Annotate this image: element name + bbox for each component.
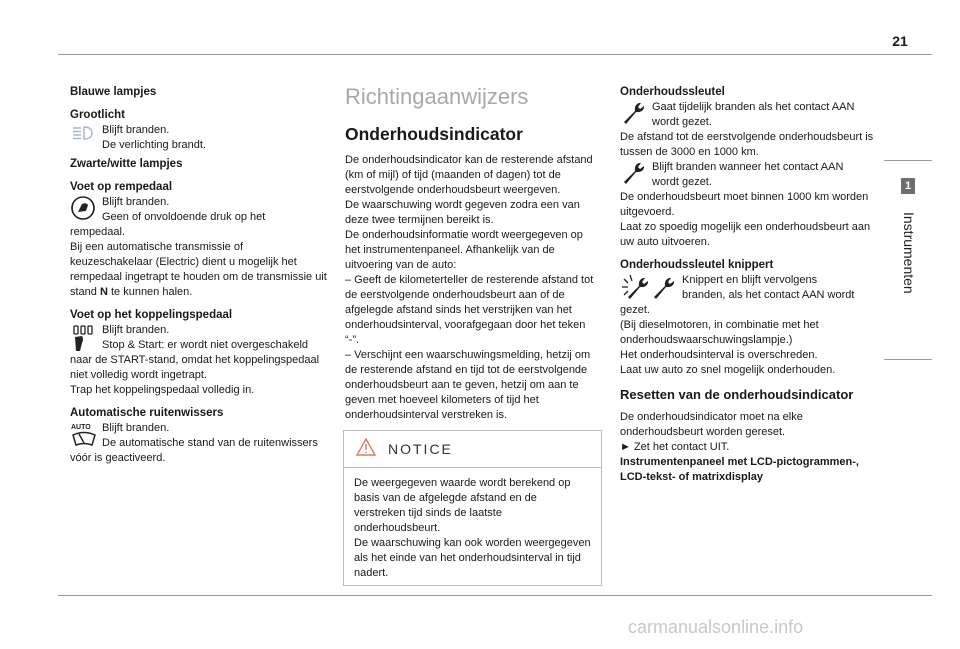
foot-clutch-heading: Voet op het koppelingspedaal <box>70 309 233 321</box>
high-beam-heading: Grootlicht <box>70 109 125 121</box>
notice-box <box>343 430 602 586</box>
notice-header <box>344 431 601 468</box>
chapter-number: 1 <box>904 180 912 192</box>
warning-triangle-icon <box>356 438 376 461</box>
section-title: Richtingaanwijzers <box>345 84 529 109</box>
auto-wipers-line-1: Blijft branden. <box>102 422 170 434</box>
foot-brake-entry <box>70 195 328 225</box>
auto-wipers-line-2: De automatische stand van de ruitenwissers <box>102 437 318 449</box>
black-white-lamps-heading: Zwarte/witte lampjes <box>70 158 183 170</box>
notice-body <box>344 468 601 589</box>
chapter-tab <box>884 160 932 360</box>
high-beam-entry <box>70 123 328 153</box>
service-key-a-continued: De afstand tot de eerstvolgende onderhoudsbeurt is tussen de 3000 en 1000 km. <box>620 131 874 158</box>
display-type-heading: Instrumentenpaneel met LCD-pictogrammen-, LCD-tekst- of matrixdisplay <box>620 456 859 483</box>
foot-clutch-line-1: Blijft branden. <box>102 324 170 336</box>
foot-brake-heading: Voet op rempedaal <box>70 181 173 193</box>
chapter-tab-top-line <box>884 160 932 161</box>
flashing-key-entry <box>620 273 874 303</box>
notice-paragraph: De waarschuwing kan ook worden weergegeven als het einde van het onderhoudsinterval in tijd nadert. <box>354 537 591 579</box>
blue-lamps-heading: Blauwe lampjes <box>70 86 157 98</box>
foot-clutch-entry <box>70 323 328 353</box>
foot-brake-line-1: Blijft branden. <box>102 196 170 208</box>
reset-step: ► Zet het contact UIT. <box>620 441 730 453</box>
notice-label: NOTICE <box>388 441 453 457</box>
service-key-a-line-2: wordt gezet. <box>652 116 712 128</box>
chapter-tab-bottom-line <box>884 359 932 360</box>
column-left <box>70 85 328 466</box>
flashing-key-text: Het onderhoudsinterval is overschreden. <box>620 349 818 361</box>
flashing-wrench-icon <box>620 273 682 303</box>
foot-brake-continued: rempedaal. <box>70 226 126 238</box>
wrench-icon <box>620 160 652 190</box>
column-middle <box>345 85 601 423</box>
foot-brake-extra-end: te kunnen halen. <box>107 286 193 298</box>
column-right <box>620 85 874 485</box>
flashing-key-note: (Bij dieselmotoren, in combinatie met het onderhoudswaarschuwingslampje.) <box>620 319 819 346</box>
service-key-heading: Onderhoudssleutel <box>620 86 725 98</box>
foot-brake-extra-text: Bij een automatische transmissie of keuzeschakelaar (Electric) dient u mogelijk het rempedaal ingetrapt te houden om de transmissie uit stand <box>70 241 327 298</box>
reset-paragraph: De onderhoudsindicator moet na elke onderhoudsbeurt worden gereset. <box>620 411 803 438</box>
foot-clutch-line-2: Stop & Start: er wordt niet overgeschakeld <box>102 339 309 351</box>
foot-clutch-extra: Trap het koppelingspedaal volledig in. <box>70 384 255 396</box>
foot-on-clutch-icon <box>70 323 102 353</box>
high-beam-icon <box>70 123 102 153</box>
flashing-key-text: Laat uw auto zo snel mogelijk onderhouden. <box>620 364 836 376</box>
chapter-label: Instrumenten <box>901 212 917 294</box>
foot-brake-extra <box>70 240 328 300</box>
auto-wipers-heading: Automatische ruitenwissers <box>70 407 224 419</box>
service-key-a-line-1: Gaat tijdelijk branden als het contact AAN <box>652 101 855 113</box>
paragraph: De onderhoudsinformatie wordt weergegeven op het instrumentenpaneel. Afhankelijk van de uitvoering van de auto: <box>345 229 583 271</box>
foot-on-brake-icon <box>70 195 102 225</box>
service-key-b-continued: De onderhoudsbeurt moet binnen 1000 km worden uitgevoerd. <box>620 191 869 218</box>
auto-wipers-continued: vóór is geactiveerd. <box>70 452 166 464</box>
flashing-key-continued: gezet. <box>620 304 650 316</box>
list-item: – Verschijnt een waarschuwingsmelding, hetzij om de resterende afstand en tijd tot de eerstvolgende onderhoudsbeurt aan te geven, hetzij om aan te geven met hoeveel kilometers of tijd het onderhoudsinterval verstreken is. <box>345 349 591 421</box>
wrench-icon <box>620 100 652 130</box>
maintenance-indicator-title: Onderhoudsindicator <box>345 124 523 144</box>
auto-wipers-entry <box>70 421 328 451</box>
notice-paragraph: De weergegeven waarde wordt berekend op basis van de afgelegde afstand en de verstreken tijd sinds de laatste onderhoudsbeurt. <box>354 477 571 534</box>
service-key-b-extra: Laat zo spoedig mogelijk een onderhoudsbeurt aan uw auto uitvoeren. <box>620 221 871 248</box>
foot-brake-line-2: Geen of onvoldoende druk op het <box>102 211 266 223</box>
foot-clutch-continued: naar de START-stand, omdat het koppelingspedaal niet volledig wordt ingetrapt. <box>70 354 320 381</box>
paragraph: De onderhoudsindicator kan de resterende afstand (km of mijl) of tijd (maanden of dagen) tot de eerstvolgende onderhoudsbeurt weergeven. <box>345 154 593 196</box>
list-item: – Geeft de kilometerteller de resterende afstand tot de eerstvolgende onderhoudsbeurt aan of de afgelegde afstand sinds het verstrijken van het onderhoudsinterval, voorafgegaan door het teken “-”. <box>345 274 594 346</box>
flashing-key-line-2: branden, als het contact AAN wordt <box>682 289 855 301</box>
reset-indicator-title: Resetten van de onderhoudsindicator <box>620 387 854 402</box>
page-number: 21 <box>892 33 908 49</box>
top-divider <box>58 54 932 55</box>
auto-wiper-icon <box>70 421 102 451</box>
service-key-b-line-2: wordt gezet. <box>652 176 712 188</box>
flashing-key-line-1: Knippert en blijft vervolgens <box>682 274 818 286</box>
flashing-key-heading: Onderhoudssleutel knippert <box>620 259 774 271</box>
auto-wiper-icon-text: AUTO <box>71 424 91 431</box>
high-beam-line-1: Blijft branden. <box>102 124 170 136</box>
watermark: carmanualsonline.info <box>628 617 804 637</box>
gear-n-label: N <box>99 286 108 298</box>
bottom-divider <box>58 595 932 596</box>
paragraph: De waarschuwing wordt gegeven zodra een van deze twee termijnen bereikt is. <box>345 199 580 226</box>
service-key-entry-a <box>620 100 874 130</box>
high-beam-line-2: De verlichting brandt. <box>102 139 206 151</box>
service-key-entry-b <box>620 160 874 190</box>
service-key-b-line-1: Blijft branden wanneer het contact AAN <box>652 161 844 173</box>
